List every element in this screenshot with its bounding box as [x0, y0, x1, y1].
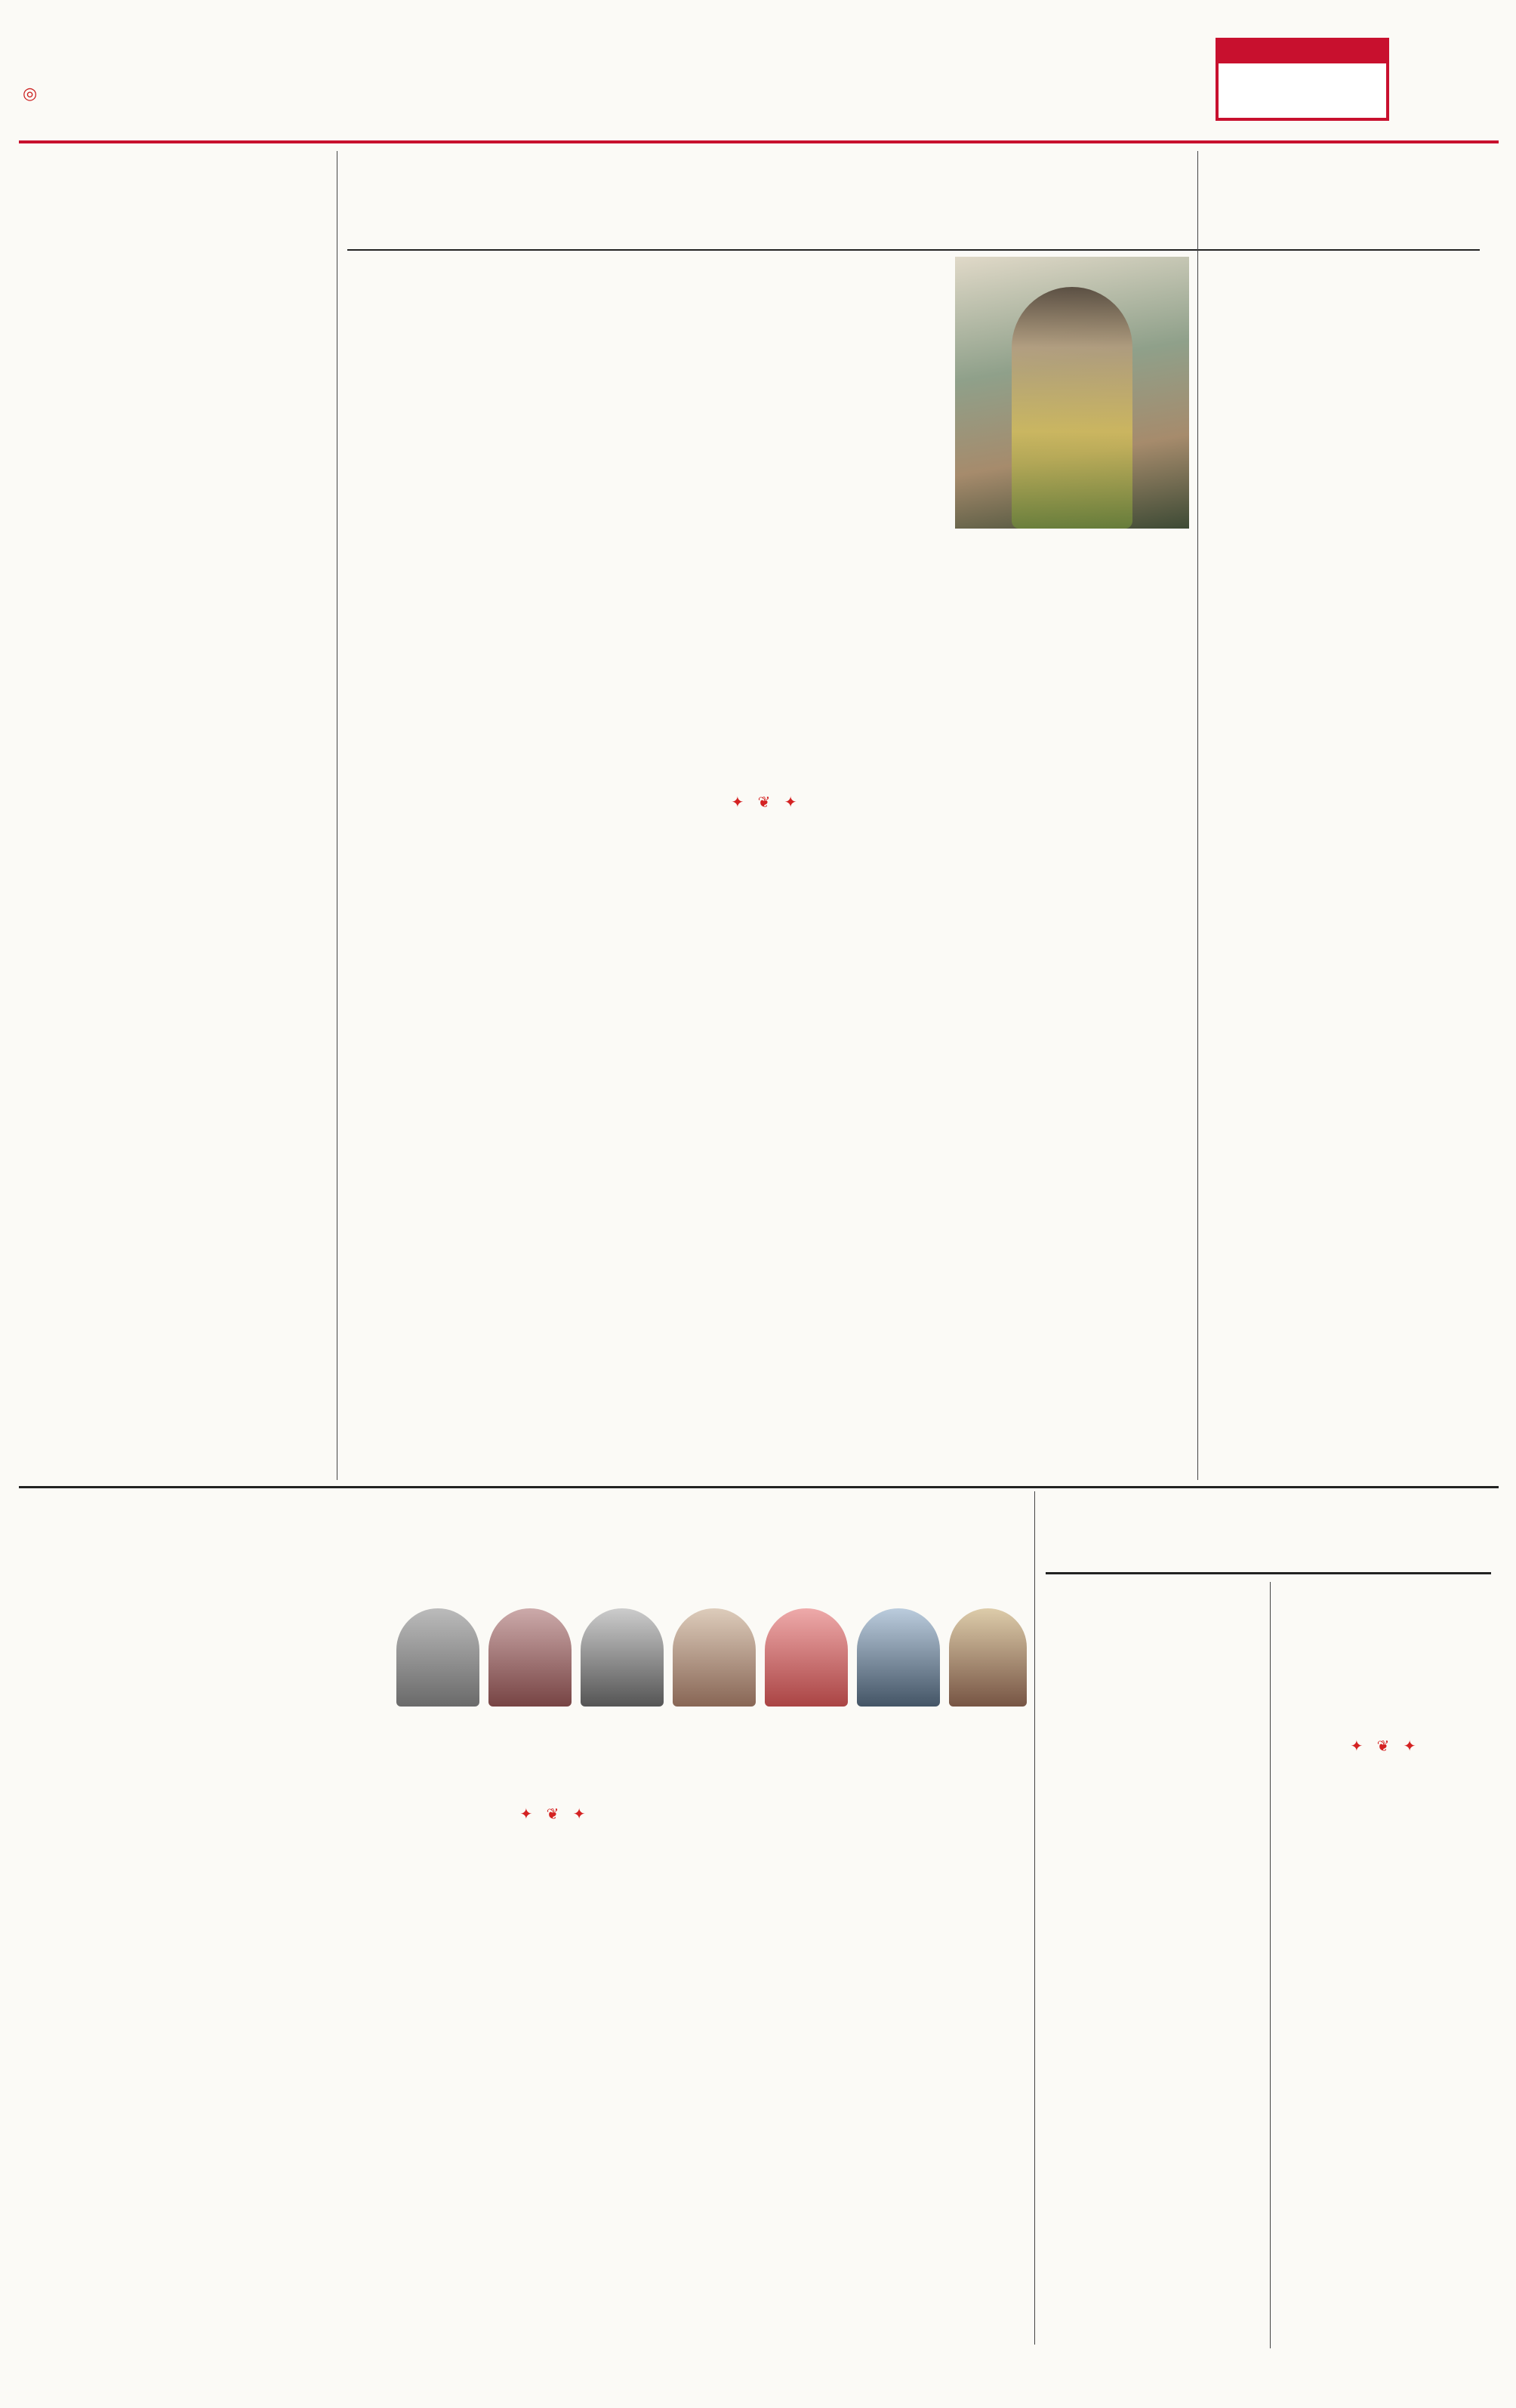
byline-ornament-3: ✦ ❦ ✦	[1350, 1737, 1421, 1755]
portrait-2	[488, 1608, 572, 1707]
portrait-7	[949, 1608, 1027, 1707]
portrait-4	[673, 1608, 756, 1707]
lead-headline	[347, 147, 1178, 245]
lead-intro	[347, 261, 944, 525]
delegation-divider	[1034, 1491, 1035, 2345]
person-silhouette	[1012, 287, 1132, 529]
main-story-byline	[649, 793, 883, 876]
section-rule-1	[19, 1486, 1499, 1488]
delegation-col3	[717, 1714, 1027, 2348]
vishari-header	[1046, 1499, 1491, 1574]
lead-col5	[1208, 151, 1495, 1480]
masthead-rule	[19, 140, 1499, 143]
byline-ornament-2: ✦ ❦ ✦	[519, 1805, 590, 1823]
portrait-5	[765, 1608, 848, 1707]
portrait-3	[581, 1608, 664, 1707]
byline-ornament: ✦ ❦ ✦	[731, 793, 802, 811]
delegation-headline	[113, 1499, 981, 1597]
portrait-1	[396, 1608, 479, 1707]
delegation-col2b	[396, 1895, 706, 2348]
vishari-col2b	[1276, 1827, 1495, 2348]
inner-story-byline	[408, 1805, 702, 1888]
tapli-byline	[1283, 1737, 1487, 1820]
globe-icon: ◎	[23, 85, 38, 103]
delegation-col1-top	[98, 1605, 385, 1699]
delegation-col2	[396, 1714, 706, 1805]
logo-box	[1216, 38, 1389, 121]
portrait-6	[857, 1608, 940, 1707]
lead-col3b	[630, 883, 902, 1480]
lead-divider-2	[1197, 151, 1198, 1480]
lead-col2	[347, 536, 619, 1480]
epaper-link[interactable]	[23, 85, 37, 103]
vishari-col-divider	[1270, 1582, 1271, 2348]
tagline	[1219, 41, 1386, 63]
delegation-col1	[23, 1699, 385, 2348]
masthead	[0, 0, 1516, 140]
delegation-portraits	[396, 1608, 1027, 1707]
lead-col1-top	[189, 153, 332, 264]
lead-col4	[914, 536, 1193, 1480]
lead-col1	[23, 264, 332, 1480]
vishari-col1	[1046, 1586, 1265, 2348]
vishari-col2	[1276, 1586, 1495, 1729]
lead-col3	[630, 536, 902, 785]
